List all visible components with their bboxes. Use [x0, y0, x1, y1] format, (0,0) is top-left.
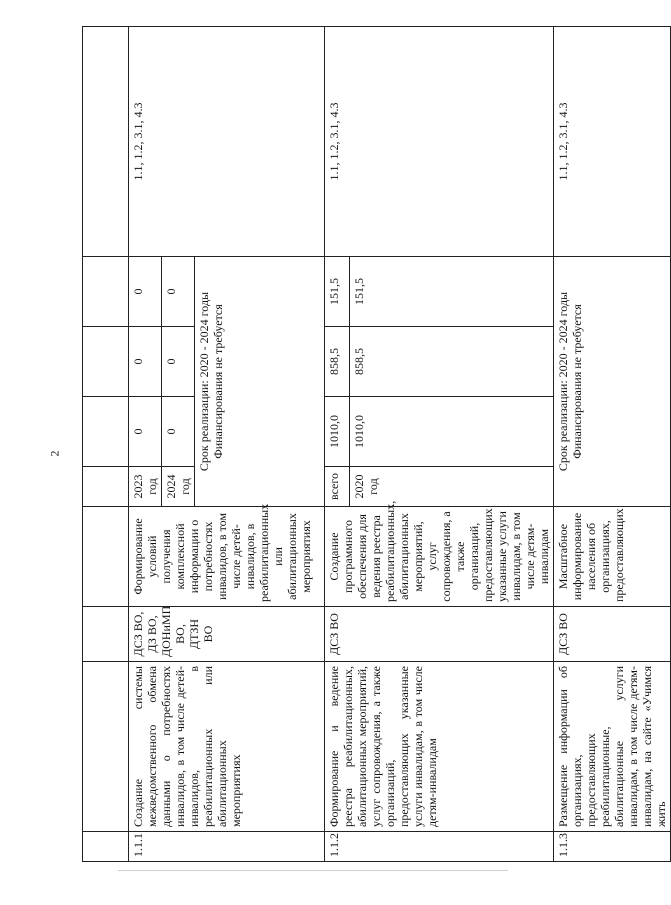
header-stub-cell — [83, 257, 129, 327]
header-stub-cell — [83, 607, 129, 662]
value-cell: 0 — [162, 397, 195, 467]
row-description: Создание системы межведомственного обмена данными о потребностях инвалидов, в том числе детей-инвалидов, в реабилитационных или абилитационных мероприятиях — [129, 662, 325, 832]
header-stub-cell — [83, 507, 129, 607]
table-row — [325, 27, 350, 862]
header-stub-cell — [83, 832, 129, 862]
term-note-line-2: Финансирования не требуется — [570, 304, 584, 459]
header-stub-cell — [83, 397, 129, 467]
value-cell: 0 — [162, 327, 195, 397]
row-number: 1.1.1 — [129, 832, 325, 862]
header-stub-cell — [83, 467, 129, 507]
year-label: всего — [325, 467, 350, 507]
term-note — [195, 257, 325, 507]
row-result: Создание программного обеспечения для ведения реестра реабилитационных, абилитационных мероприятий, услуг сопровождения, а также организаций, предоставляющих указанные услуги инвалидам, в том числе детям-инвалидам — [325, 507, 554, 607]
value-cell: 0 — [129, 327, 162, 397]
row-refs: 1.1, 1.2, 3.1, 4.3 — [129, 27, 325, 257]
activities-table — [82, 26, 671, 862]
header-stub-cell — [83, 662, 129, 832]
value-cell: 0 — [162, 257, 195, 327]
term-note — [554, 257, 671, 507]
row-description: Формирование и ведение реестра реабилитационных, абилитационных мероприятий, услуг сопровождения, а также организаций, предоставляющих указанные услуги инвалидам, в том числе детям-инвалидам — [325, 662, 554, 832]
value-cell: 0 — [129, 257, 162, 327]
row-result: Масштабное информирование населения об организациях, предоставляющих — [554, 507, 671, 607]
value-cell: 0 — [129, 397, 162, 467]
row-result: Формирование условий получения комплексной информации о потребностях инвалидов, в том числе детей-инвалидов, в реабилитационных или абилитационных мероприятиях — [129, 507, 325, 607]
year-label: 2023 год — [129, 467, 162, 507]
table-row — [554, 27, 671, 862]
row-refs: 1.1, 1.2, 3.1, 4.3 — [325, 27, 554, 257]
value-cell: 858,5 — [325, 327, 350, 397]
term-note-line-1: Срок реализации: 2020 - 2024 годы — [556, 291, 570, 472]
value-cell: 151,5 — [350, 257, 554, 327]
row-number: 1.1.2 — [325, 832, 554, 862]
row-description: Размещение информации об организациях, предоставляющих реабилитационные, абилитационные услуги инвалидам, в том числе детям-инвалидам, на сайте «Учимся жить — [554, 662, 671, 832]
value-cell: 1010,0 — [350, 397, 554, 467]
term-note-line-2: Финансирования не требуется — [211, 304, 225, 459]
value-cell: 151,5 — [325, 257, 350, 327]
row-number: 1.1.3 — [554, 832, 671, 862]
table-row — [129, 27, 162, 862]
header-stub-cell — [83, 27, 129, 257]
page-number: 2 — [47, 450, 62, 457]
term-note-line-1: Срок реализации: 2020 - 2024 годы — [197, 291, 211, 472]
value-cell: 1010,0 — [325, 397, 350, 467]
year-label: 2020 год — [350, 467, 554, 507]
value-cell: 858,5 — [350, 327, 554, 397]
rotated-table-container — [82, 27, 668, 862]
row-refs: 1.1, 1.2, 3.1, 4.3 — [554, 27, 671, 257]
header-stub-cell — [83, 327, 129, 397]
row-executors: ДСЗ ВО, ДЗ ВО, ДОНиМП ВО, ДТЗН ВО — [129, 607, 325, 662]
row-executors: ДСЗ ВО — [554, 607, 671, 662]
scan-edge-line — [118, 870, 508, 871]
row-executors: ДСЗ ВО — [325, 607, 554, 662]
header-stub-row — [83, 27, 129, 862]
year-label: 2024 год — [162, 467, 195, 507]
